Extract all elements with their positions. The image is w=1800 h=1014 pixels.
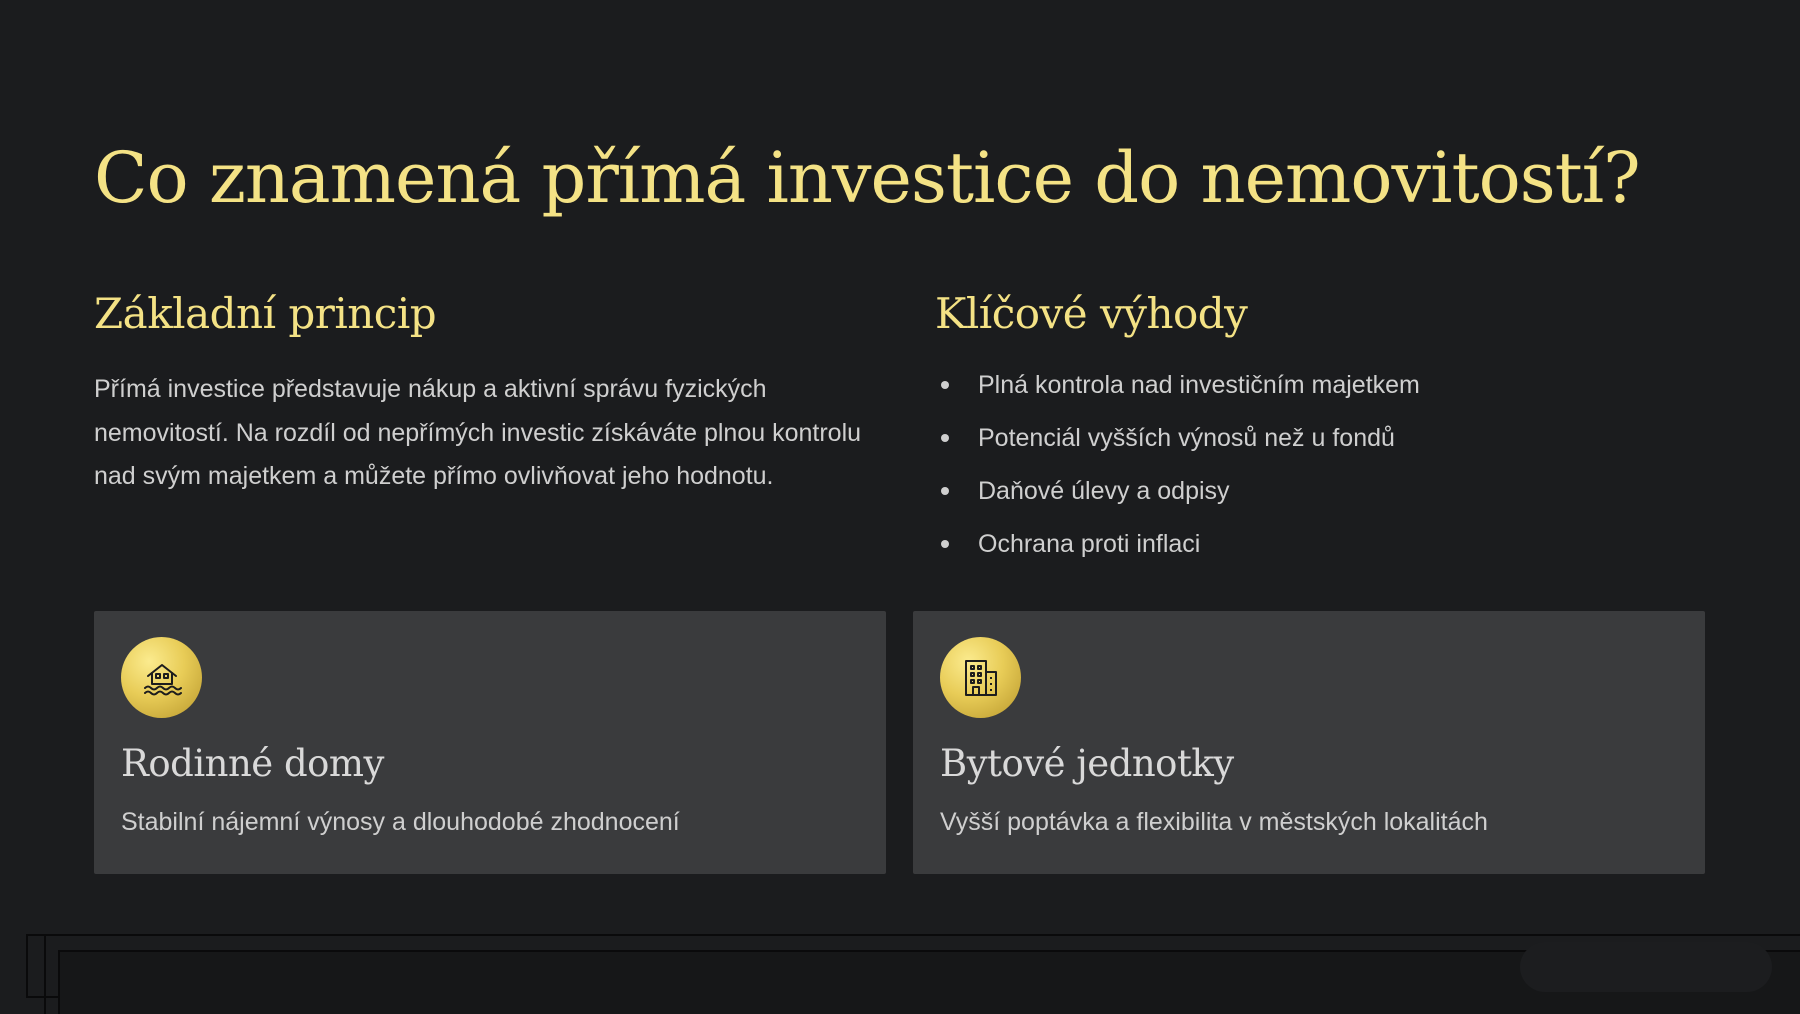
benefit-item [935,368,1420,402]
bullet-icon [941,434,949,442]
benefits-list [935,368,1420,580]
benefit-label: Ochrana proti inflaci [978,530,1201,558]
card-text: Vyšší poptávka a flexibilita v městských lokalitách [940,808,1488,836]
bullet-icon [941,381,949,389]
benefit-label: Potenciál vyšších výnosů než u fondů [978,424,1395,452]
bullet-icon [941,487,949,495]
house-flood-icon [121,637,202,718]
ghost-pill [1520,942,1772,992]
page-title: Co znamená přímá investice do nemovitostí? [94,137,1640,219]
benefit-item [935,527,1420,561]
benefit-item [935,421,1420,455]
card-apartments [913,611,1705,874]
principle-heading: Základní princip [94,289,437,338]
card-family-houses [94,611,886,874]
apartment-building-icon [940,637,1021,718]
principle-text: Přímá investice představuje nákup a aktivní správu fyzických nemovitostí. Na rozdíl od nepřímých investic získáváte plnou kontrolu nad svým majetkem a můžete přímo ovlivňovat jeho hodnotu. [94,375,862,490]
card-text: Stabilní nájemní výnosy a dlouhodobé zhodnocení [121,808,680,836]
bullet-icon [941,540,949,548]
benefit-label: Plná kontrola nad investičním majetkem [978,371,1420,399]
card-title: Bytové jednotky [940,742,1234,785]
benefit-item [935,474,1420,508]
card-title: Rodinné domy [121,742,384,785]
benefit-label: Daňové úlevy a odpisy [978,477,1230,505]
benefits-heading: Klíčové výhody [935,289,1248,338]
